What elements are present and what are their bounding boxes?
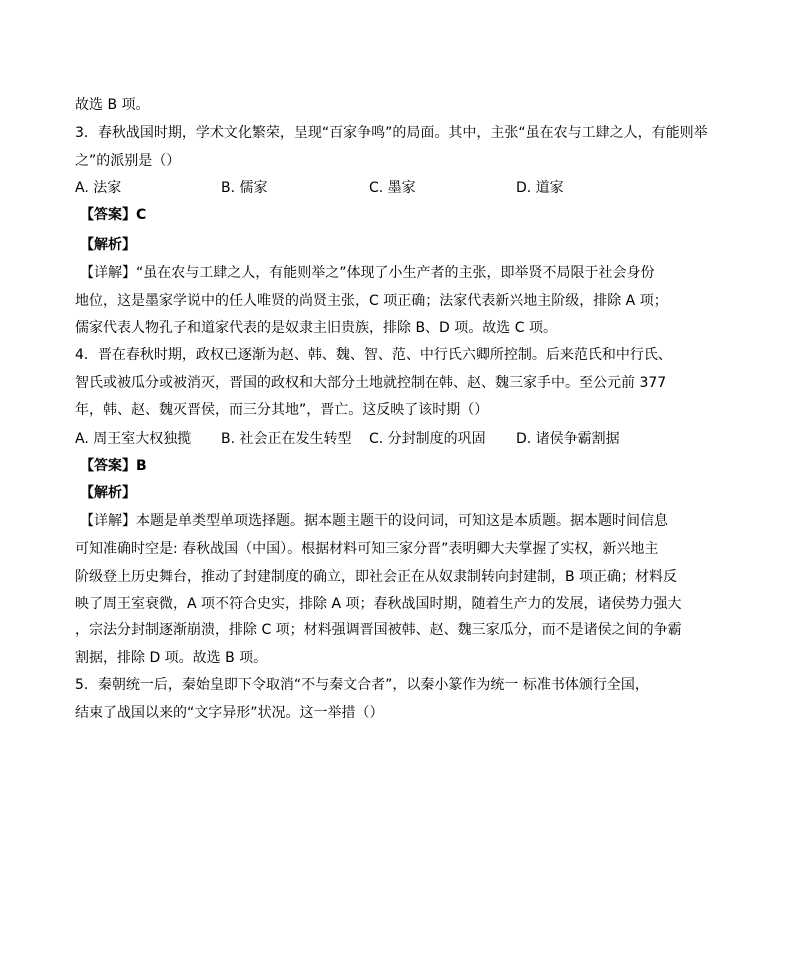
q4-option-d: D. 诸侯争霸割据 xyxy=(516,431,620,447)
answer-label: 【答案】C xyxy=(80,207,147,223)
q3-option-d: D. 道家 xyxy=(516,180,564,196)
question-4-stem: 4．晋在春秋时期，政权已逐渐为赵、韩、魏、智、范、中行氏六卿所控制。后来范氏和中行氏、 xyxy=(75,347,672,363)
question-5-stem-cont: 结束了战国以来的“文字异形”状况。这一举措（） xyxy=(75,705,384,721)
question-3-stem-cont: 之”的派别是（） xyxy=(75,153,181,169)
detail-line: 【详解】“虽在农与工肆之人，有能则举之”体现了小生产者的主张，即举贤不局限于社会身份 xyxy=(80,265,655,281)
question-4-stem-cont: 年，韩、赵、魏灭晋侯，而三分其地”，晋亡。这反映了该时期（） xyxy=(75,402,489,418)
question-4-stem-cont: 智氏或被瓜分或被消灭，晋国的政权和大部分土地就控制在韩、赵、魏三家手中。至公元前 377 xyxy=(75,375,667,391)
q3-option-b: B. 儒家 xyxy=(221,180,268,196)
q4-option-c: C. 分封制度的巩固 xyxy=(369,431,486,447)
q4-option-b: B. 社会正在发生转型 xyxy=(221,431,352,447)
detail-line: 地位，这是墨家学说中的任人唯贤的尚贤主张，C 项正确；法家代表新兴地主阶级，排除 A 项； xyxy=(75,293,668,309)
question-5-stem: 5．秦朝统一后，秦始皇即下令取消“不与秦文合者”，以秦小篆作为统一 标准书体颁行全国， xyxy=(75,677,649,693)
answer-label: 【答案】B xyxy=(80,458,147,474)
q3-option-c: C. 墨家 xyxy=(369,180,416,196)
q3-option-a: A. 法家 xyxy=(75,180,122,196)
detail-line: 割据，排除 D 项。故选 B 项。 xyxy=(75,650,268,666)
detail-line: 儒家代表人物孔子和道家代表的是奴隶主旧贵族，排除 B、D 项。故选 C 项。 xyxy=(75,320,557,336)
question-3-stem: 3．春秋战国时期，学术文化繁荣，呈现“百家争鸣”的局面。其中，主张“虽在农与工肆之人，有能则举 xyxy=(75,125,708,141)
q4-option-a: A. 周王室大权独揽 xyxy=(75,431,192,447)
analysis-label: 【解析】 xyxy=(80,485,136,501)
analysis-label: 【解析】 xyxy=(80,237,136,253)
detail-line: 可知准确时空是: 春秋战国（中国）。根据材料可知三家分晋”表明卿大夫掌握了实权，新兴地主 xyxy=(75,541,659,557)
detail-line: ，宗法分封制逐渐崩溃，排除 C 项；材料强调晋国被韩、赵、魏三家瓜分，而不是诸侯之间的争霸 xyxy=(75,622,682,638)
detail-line: 【详解】本题是单类型单项选择题。据本题主题干的设问词，可知这是本质题。据本题时间信息 xyxy=(80,513,668,529)
detail-line: 映了周王室衰微，A 项不符合史实，排除 A 项；春秋战国时期，随着生产力的发展，诸侯势力强大 xyxy=(75,596,682,612)
detail-line: 阶级登上历史舞台，推动了封建制度的确立，即社会正在从奴隶制转向封建制，B 项正确；材料反 xyxy=(75,569,678,585)
text-line: 故选 B 项。 xyxy=(75,97,150,113)
